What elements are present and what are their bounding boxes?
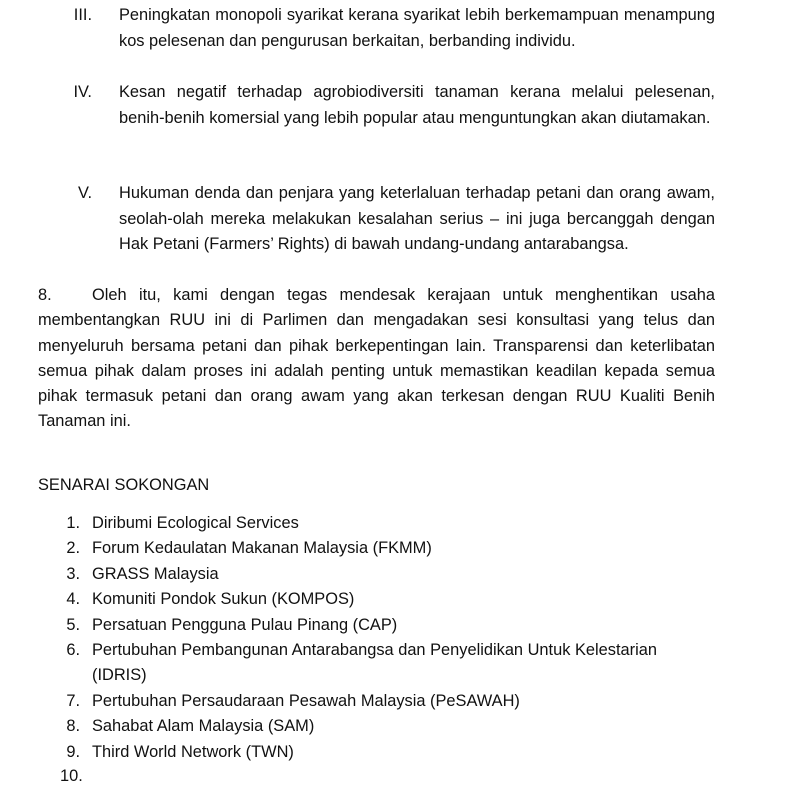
supporters-list xyxy=(0,511,800,765)
roman-numeral: IV. xyxy=(73,83,92,101)
supporter-item xyxy=(0,689,800,714)
supporter-item xyxy=(0,740,800,765)
supporter-number: 8. xyxy=(66,717,80,736)
supporter-number: 2. xyxy=(66,539,80,558)
roman-item-text: Hukuman denda dan penjara yang keterlaluan terhadap petani dan orang awam, seolah-olah mereka melakukan kesalahan serius – ini juga bercanggah dengan Hak Petani (Farmers’ Rights) di bawah undang-undang antarabangsa. xyxy=(119,184,715,253)
supporter-name: Sahabat Alam Malaysia (SAM) xyxy=(92,717,315,736)
supporters-heading: SENARAI SOKONGAN xyxy=(38,476,210,494)
supporter-item xyxy=(0,536,800,561)
supporter-name: Forum Kedaulatan Makanan Malaysia (FKMM) xyxy=(92,539,432,558)
supporter-number: 4. xyxy=(66,590,80,609)
supporter-name: Komuniti Pondok Sukun (KOMPOS) xyxy=(92,590,355,609)
supporter-number: 1. xyxy=(66,514,80,532)
supporter-number: 6. xyxy=(66,641,80,660)
supporter-item xyxy=(0,587,800,612)
roman-numeral: V. xyxy=(78,184,92,202)
roman-item-text: Kesan negatif terhadap agrobiodiversiti tanaman kerana melalui pelesenan, benih-benih komersial yang lebih popular atau menguntungkan akan diutamakan. xyxy=(119,83,715,127)
supporter-item xyxy=(0,613,800,638)
supporter-item xyxy=(0,714,800,739)
paragraph-text: Oleh itu, kami dengan tegas mendesak kerajaan untuk menghentikan usaha membentangkan RUU ini di Parlimen dan mengadakan sesi konsultasi yang telus dan menyeluruh bersama petani dan pihak berkepentingan lain. Transparensi dan keterlibatan semua pihak dalam proses ini adalah penting untuk memastikan keadilan kepada semua pihak termasuk petani dan orang awam yang akan terkesan dengan RUU Kualiti Benih Tanaman ini. xyxy=(38,286,715,431)
supporter-number: 3. xyxy=(66,564,80,583)
supporter-number: 9. xyxy=(66,742,80,761)
supporter-name: Pertubuhan Pembangunan Antarabangsa dan Penyelidikan Untuk Kelestarian (IDRIS) xyxy=(92,641,657,685)
paragraph-number: 8. xyxy=(38,286,52,304)
supporter-name: Diribumi Ecological Services xyxy=(92,514,299,532)
supporter-name: GRASS Malaysia xyxy=(92,564,219,583)
supporter-item xyxy=(0,638,800,689)
supporter-name: Third World Network (TWN) xyxy=(92,742,294,761)
roman-item-text: Peningkatan monopoli syarikat kerana syarikat lebih berkemampuan menampung kos pelesenan dan pengurusan berkaitan, berbanding individu. xyxy=(119,6,715,50)
supporter-item xyxy=(0,562,800,587)
supporter-number: 7. xyxy=(66,691,80,710)
roman-numeral: III. xyxy=(73,6,92,24)
supporter-name: Pertubuhan Persaudaraan Pesawah Malaysia (PeSAWAH) xyxy=(92,691,520,710)
supporter-name: Persatuan Pengguna Pulau Pinang (CAP) xyxy=(92,615,398,634)
supporter-item xyxy=(0,511,800,536)
paragraph-8 xyxy=(38,283,715,435)
supporter-number: 5. xyxy=(66,615,80,634)
supporter-number-partial: 10. xyxy=(60,767,83,785)
